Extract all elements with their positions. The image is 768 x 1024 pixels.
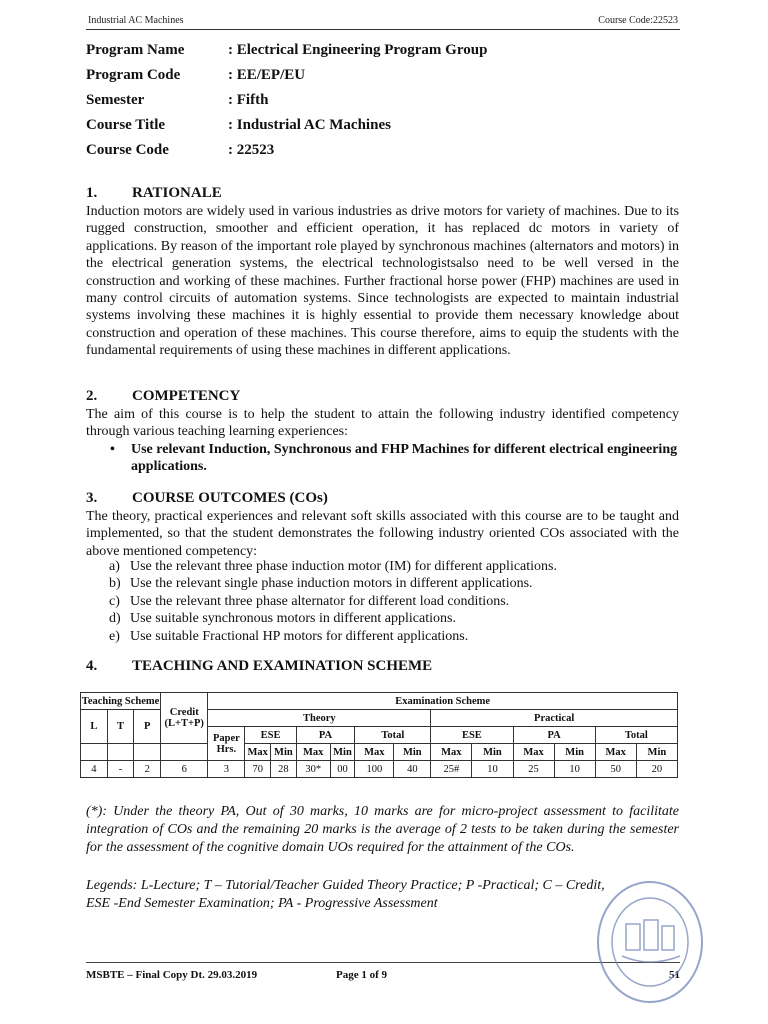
info-value: : Fifth [228, 92, 269, 108]
board-seal-stamp [588, 872, 706, 1012]
empty-cell [161, 744, 208, 761]
list-item [109, 575, 669, 592]
lecture-header: L [81, 710, 108, 744]
info-row-program-name [86, 42, 686, 67]
max-header: Max [355, 744, 394, 761]
section-heading-scheme [86, 658, 432, 675]
section-title: COURSE OUTCOMES (COs) [132, 490, 328, 506]
item-text: Use the relevant single phase induction motors in different applications. [130, 576, 533, 592]
info-row-semester [86, 92, 686, 117]
practical-short-header: P [134, 710, 161, 744]
table-row [81, 761, 678, 778]
practical-header: Practical [431, 710, 678, 727]
info-value: : EE/EP/EU [228, 67, 306, 83]
table-cell: 3 [208, 761, 245, 778]
info-row-course-title [86, 117, 686, 142]
info-label: Program Code [86, 67, 181, 83]
teaching-examination-scheme-table [80, 692, 678, 778]
table-cell: 25 [513, 761, 554, 778]
paper-hrs-header: Paper Hrs. [208, 727, 245, 761]
outcomes-list [109, 558, 669, 645]
table-cell: 00 [330, 761, 355, 778]
max-header: Max [595, 744, 636, 761]
header-course-name: Industrial AC Machines [88, 15, 184, 26]
min-header: Min [636, 744, 677, 761]
empty-cell [107, 744, 134, 761]
competency-bullet-text: Use relevant Induction, Synchronous and FHP Machines for different electrical engineering applications. [131, 442, 678, 475]
section-number: 4. [86, 658, 98, 674]
table-cell: 28 [271, 761, 297, 778]
practical-ese-header: ESE [431, 727, 513, 744]
teaching-scheme-header: Teaching Scheme [81, 693, 161, 710]
info-value: : 22523 [228, 142, 275, 158]
section-number: 2. [86, 388, 98, 404]
footer-serial: 51 [669, 969, 680, 981]
header-course-code: Course Code:22523 [598, 15, 678, 26]
page-header [86, 12, 680, 30]
section-heading-competency [86, 388, 240, 405]
min-header: Min [554, 744, 595, 761]
table-cell: 10 [554, 761, 595, 778]
list-item [109, 593, 669, 610]
max-header: Max [513, 744, 554, 761]
list-item [109, 610, 669, 627]
empty-cell [81, 744, 108, 761]
item-tag: b) [109, 576, 121, 592]
theory-total-header: Total [355, 727, 431, 744]
section-heading-rationale [86, 185, 222, 202]
table-cell: 50 [595, 761, 636, 778]
info-label: Course Code [86, 142, 169, 158]
bullet-icon: • [110, 442, 115, 457]
item-text: Use the relevant three phase alternator for different load conditions. [130, 593, 510, 609]
section-number: 3. [86, 490, 98, 506]
table-cell: 10 [472, 761, 513, 778]
item-tag: c) [109, 593, 120, 609]
info-value: : Electrical Engineering Program Group [228, 42, 488, 58]
table-cell: 25# [431, 761, 472, 778]
info-row-course-code [86, 142, 686, 167]
empty-cell [134, 744, 161, 761]
max-header: Max [296, 744, 330, 761]
practical-total-header: Total [595, 727, 677, 744]
table-cell: 70 [245, 761, 271, 778]
item-tag: d) [109, 611, 121, 627]
min-header: Min [271, 744, 297, 761]
item-text: Use the relevant three phase induction motor (IM) for different applications. [130, 559, 557, 574]
section-number: 1. [86, 185, 98, 201]
item-text: Use suitable synchronous motors in different applications. [130, 611, 456, 627]
table-cell: - [107, 761, 134, 778]
section-title: TEACHING AND EXAMINATION SCHEME [132, 658, 433, 674]
min-header: Min [394, 744, 431, 761]
legend-line-1: Legends: L-Lecture; T – Tutorial/Teacher Guided Theory Practice; P -Practical; C – Credit, [86, 878, 605, 893]
competency-text: The aim of this course is to help the student to attain the following industry identified competency through various teaching learning experiences: [86, 407, 679, 440]
legend-line-2: ESE -End Semester Examination; PA - Progressive Assessment [86, 896, 438, 911]
table-cell: 2 [134, 761, 161, 778]
table-cell: 4 [81, 761, 108, 778]
rationale-text: Induction motors are widely used in various industries as drive motors for variety of machines. Due to its rugged construction, smoother and efficient operation, it has replaced dc motors in variety of applications. By reason of the important role played by synchronous machines (alternators and motors) in the electrical generation systems, the electrical technologistsalso need to be well versed in the construction and working of these machines. Further fractional horse power (FHP) machines are used in many control circuits of automation systems. Since technologists are expected to maintain industrial systems involving these machines it is highly essential to provide them necessary knowledge about construction and operation of these machines. This course therefore, aims to equip the students with the fundamental requirements of using these machines in different applications. [86, 204, 679, 359]
info-value: : Industrial AC Machines [228, 117, 391, 133]
item-tag: e) [109, 628, 120, 644]
footer-copy-date: MSBTE – Final Copy Dt. 29.03.2019 [86, 969, 258, 981]
theory-ese-header: ESE [245, 727, 296, 744]
info-label: Program Name [86, 42, 185, 58]
theory-pa-note: (*): Under the theory PA, Out of 30 marks, 10 marks are for micro-project assessment to facilitate integration of COs and the remaining 20 marks is the average of 2 tests to be taken during the semester for the assessment of the cognitive domain UOs required for the attainment of the COs. [86, 804, 679, 855]
section-heading-outcomes [86, 490, 328, 507]
table-cell: 100 [355, 761, 394, 778]
competency-bullet [110, 441, 679, 476]
section-title: RATIONALE [132, 185, 222, 201]
footer-page-number: Page 1 of 9 [336, 969, 388, 981]
theory-header: Theory [208, 710, 431, 727]
max-header: Max [431, 744, 472, 761]
table-cell: 40 [394, 761, 431, 778]
course-info-block [86, 42, 686, 167]
list-item [109, 628, 669, 645]
list-item [109, 558, 669, 575]
examination-scheme-header: Examination Scheme [208, 693, 678, 710]
practical-pa-header: PA [513, 727, 595, 744]
table-cell: 6 [161, 761, 208, 778]
item-tag: a) [109, 559, 120, 574]
credit-header: Credit (L+T+P) [161, 693, 208, 744]
info-row-program-code [86, 67, 686, 92]
min-header: Min [330, 744, 355, 761]
info-label: Course Title [86, 117, 166, 133]
table-cell: 20 [636, 761, 677, 778]
info-label: Semester [86, 92, 145, 108]
tutorial-header: T [107, 710, 134, 744]
table-cell: 30* [296, 761, 330, 778]
max-header: Max [245, 744, 271, 761]
item-text: Use suitable Fractional HP motors for different applications. [130, 628, 469, 644]
min-header: Min [472, 744, 513, 761]
theory-pa-header: PA [296, 727, 355, 744]
outcomes-text: The theory, practical experiences and relevant soft skills associated with this course are to be taught and implemented, so that the student demonstrates the following industry oriented COs associated with the above mentioned competency: [86, 509, 679, 559]
section-title: COMPETENCY [132, 388, 241, 404]
